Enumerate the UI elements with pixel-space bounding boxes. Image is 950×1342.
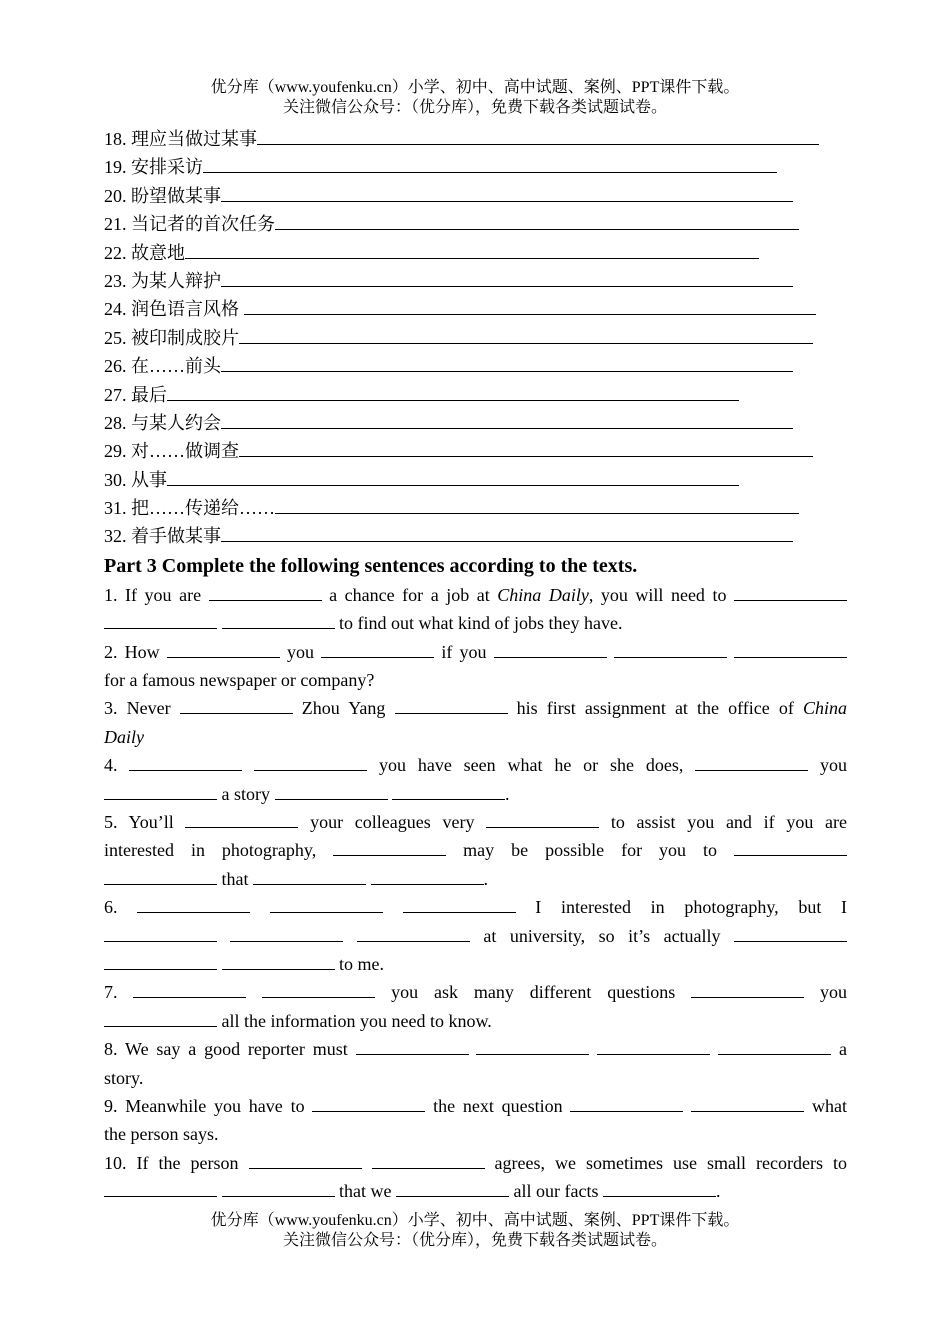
part3-heading: Part 3 Complete the following sentences according to the texts.: [104, 554, 638, 577]
answer-blank[interactable]: [203, 153, 777, 173]
worksheet-content: [104, 125, 847, 1205]
blank[interactable]: [104, 950, 217, 970]
vocab-item: [104, 267, 847, 295]
text: 2. How: [104, 641, 167, 662]
blank[interactable]: [209, 581, 322, 601]
text: you ask many different questions: [375, 982, 692, 1003]
blank[interactable]: [356, 1035, 469, 1055]
item-number: 25.: [104, 327, 127, 348]
item-number: 31.: [104, 498, 127, 519]
vocab-list: [104, 125, 847, 551]
vocab-item: [104, 324, 847, 352]
blank[interactable]: [691, 978, 804, 998]
answer-blank[interactable]: [221, 182, 793, 202]
item-number: 21.: [104, 214, 127, 235]
item-text: 当记者的首次任务: [131, 214, 275, 235]
text: if you: [434, 641, 494, 662]
blank[interactable]: [691, 1092, 804, 1112]
blank[interactable]: [321, 638, 434, 658]
blank[interactable]: [312, 1092, 425, 1112]
vocab-item: [104, 125, 847, 153]
text: to me.: [334, 953, 384, 974]
text: 8. We say a good reporter must: [104, 1039, 356, 1060]
blank[interactable]: [249, 1149, 362, 1169]
blank[interactable]: [486, 808, 599, 828]
blank[interactable]: [104, 780, 217, 800]
vocab-item: [104, 239, 847, 267]
blank[interactable]: [357, 922, 470, 942]
blank[interactable]: [167, 638, 280, 658]
blank[interactable]: [734, 638, 847, 658]
text: China: [803, 698, 848, 719]
text: Daily: [104, 726, 144, 747]
blank[interactable]: [614, 638, 727, 658]
vocab-item: [104, 466, 847, 494]
blank[interactable]: [129, 751, 242, 771]
text: .: [715, 1181, 721, 1202]
answer-blank[interactable]: [167, 381, 739, 401]
text: for a famous newspaper or company?: [104, 670, 375, 691]
text: that: [217, 868, 253, 889]
sentence-8: [104, 1035, 847, 1092]
text: China Daily: [497, 584, 589, 605]
sentence-2: [104, 638, 847, 695]
blank[interactable]: [180, 694, 293, 714]
blank[interactable]: [597, 1035, 710, 1055]
blank[interactable]: [476, 1035, 589, 1055]
blank[interactable]: [137, 893, 250, 913]
item-number: 26.: [104, 356, 127, 377]
sentence-4: [104, 751, 847, 808]
text: the next question: [425, 1095, 571, 1116]
text: to assist you and if you are: [599, 811, 847, 832]
blank[interactable]: [403, 893, 516, 913]
text: all our facts: [508, 1181, 603, 1202]
item-number: 28.: [104, 412, 127, 433]
item-number: 18.: [104, 129, 127, 149]
text: at university, so it’s actually: [469, 925, 735, 946]
blank[interactable]: [222, 950, 335, 970]
text: I interested in photography, but I: [515, 897, 848, 918]
item-number: 29.: [104, 441, 127, 462]
item-text: 安排采访: [131, 157, 203, 178]
item-text: 最后: [131, 384, 167, 405]
answer-blank[interactable]: [239, 437, 813, 457]
vocab-item: [104, 437, 847, 465]
blank[interactable]: [104, 1177, 217, 1197]
blank[interactable]: [718, 1035, 831, 1055]
item-text: 着手做某事: [131, 526, 221, 547]
blank[interactable]: [734, 836, 847, 856]
text: interested in photography,: [104, 840, 334, 861]
sentence-9: [104, 1092, 847, 1149]
blank[interactable]: [396, 1177, 509, 1197]
blank[interactable]: [104, 922, 217, 942]
blank[interactable]: [734, 581, 847, 601]
answer-blank[interactable]: [257, 125, 819, 145]
vocab-item: [104, 522, 847, 550]
item-text: 润色语言风格: [131, 299, 244, 320]
vocab-item: [104, 494, 847, 522]
item-text: 对……做调查: [131, 441, 239, 462]
header-line-2: 关注微信公众号：（优分库），免费下载各类试题试卷。: [282, 99, 667, 116]
blank[interactable]: [185, 808, 298, 828]
answer-blank[interactable]: [221, 409, 793, 429]
text: 5. You’ll: [104, 811, 186, 832]
blank[interactable]: [133, 978, 246, 998]
sentence-5: [104, 808, 847, 893]
text: Zhou Yang: [292, 698, 395, 719]
item-number: 24.: [104, 299, 127, 320]
text: you: [804, 982, 847, 1003]
text: that we: [334, 1181, 396, 1202]
text: .: [505, 783, 510, 804]
footer-line-1: 优分库（www.youfenku.cn）小学、初中、高中试题、案例、PPT课件下载。: [210, 1212, 740, 1229]
blank[interactable]: [275, 780, 388, 800]
text: 7.: [104, 982, 134, 1003]
blank[interactable]: [104, 1007, 217, 1027]
blank[interactable]: [333, 836, 446, 856]
text: the person says.: [104, 1124, 219, 1145]
text: your colleagues very: [298, 811, 487, 832]
blank[interactable]: [603, 1177, 716, 1197]
blank[interactable]: [104, 609, 217, 629]
vocab-item: [104, 409, 847, 437]
answer-blank[interactable]: [275, 494, 799, 514]
answer-blank[interactable]: [185, 239, 759, 259]
text: , you will need to: [588, 584, 735, 605]
sentence-3: [104, 694, 847, 751]
item-number: 27.: [104, 384, 127, 405]
blank[interactable]: [253, 865, 366, 885]
text: agrees, we sometimes use small recorders to: [484, 1152, 847, 1173]
answer-blank[interactable]: [221, 522, 793, 542]
text: you: [808, 755, 848, 776]
text: 10. If the person: [104, 1152, 249, 1173]
blank[interactable]: [372, 1149, 485, 1169]
header-line-1: 优分库（www.youfenku.cn）小学、初中、高中试题、案例、PPT课件下载。: [210, 79, 740, 96]
blank[interactable]: [734, 922, 847, 942]
text: 4.: [104, 755, 130, 776]
item-number: 22.: [104, 242, 127, 263]
item-text: 从事: [131, 469, 167, 490]
page-footer: [0, 1211, 950, 1251]
blank[interactable]: [270, 893, 383, 913]
text: may be possible for you to: [446, 840, 734, 861]
blank[interactable]: [230, 922, 343, 942]
answer-blank[interactable]: [244, 295, 816, 315]
text: a story: [217, 783, 275, 804]
item-text: 盼望做某事: [131, 185, 221, 206]
vocab-item: [104, 295, 847, 323]
text: a: [831, 1039, 848, 1060]
answer-blank[interactable]: [275, 210, 799, 230]
blank[interactable]: [222, 609, 335, 629]
item-text: 为某人辩护: [131, 270, 221, 291]
footer-line-2: 关注微信公众号：（优分库），免费下载各类试题试卷。: [282, 1232, 667, 1249]
answer-blank[interactable]: [167, 466, 739, 486]
sentence-10: [104, 1149, 847, 1206]
vocab-item: [104, 381, 847, 409]
item-number: 32.: [104, 526, 127, 547]
item-number: 20.: [104, 185, 127, 206]
blank[interactable]: [371, 865, 484, 885]
answer-blank[interactable]: [221, 267, 793, 287]
text: you: [279, 641, 322, 662]
text: you have seen what he or she does,: [367, 755, 696, 776]
item-number: 19.: [104, 157, 127, 178]
blank[interactable]: [104, 865, 217, 885]
item-text: 被印制成胶片: [131, 327, 239, 348]
blank[interactable]: [222, 1177, 335, 1197]
text: a chance for a job at: [321, 584, 498, 605]
vocab-item: [104, 352, 847, 380]
text: 3. Never: [104, 698, 180, 719]
item-text: 故意地: [131, 242, 185, 263]
sentence-7: [104, 978, 847, 1035]
item-text: 与某人约会: [131, 412, 221, 433]
text: 1. If you are: [104, 584, 209, 605]
vocab-item: [104, 210, 847, 238]
blank[interactable]: [395, 694, 508, 714]
blank[interactable]: [262, 978, 375, 998]
text: .: [483, 868, 488, 889]
item-number: 23.: [104, 270, 127, 291]
text: to find out what kind of jobs they have.: [334, 613, 623, 634]
page-header: [0, 78, 950, 118]
text: 6.: [104, 897, 138, 918]
answer-blank[interactable]: [239, 324, 813, 344]
blank[interactable]: [695, 751, 808, 771]
blank[interactable]: [392, 780, 505, 800]
item-number: 30.: [104, 469, 127, 490]
blank[interactable]: [570, 1092, 683, 1112]
item-text: 在……前头: [131, 356, 221, 377]
item-text: 把……传递给……: [131, 498, 275, 519]
blank[interactable]: [254, 751, 367, 771]
answer-blank[interactable]: [221, 352, 793, 372]
text: what: [804, 1095, 848, 1116]
blank[interactable]: [494, 638, 607, 658]
text: his first assignment at the office of: [507, 698, 803, 719]
sentence-6: [104, 893, 847, 978]
vocab-item: [104, 153, 847, 181]
sentence-1: [104, 581, 847, 638]
text: 9. Meanwhile you have to: [104, 1095, 313, 1116]
item-text: 理应当做过某事: [131, 129, 257, 149]
vocab-item: [104, 182, 847, 210]
text: all the information you need to know.: [217, 1010, 492, 1031]
text: story.: [104, 1067, 144, 1088]
